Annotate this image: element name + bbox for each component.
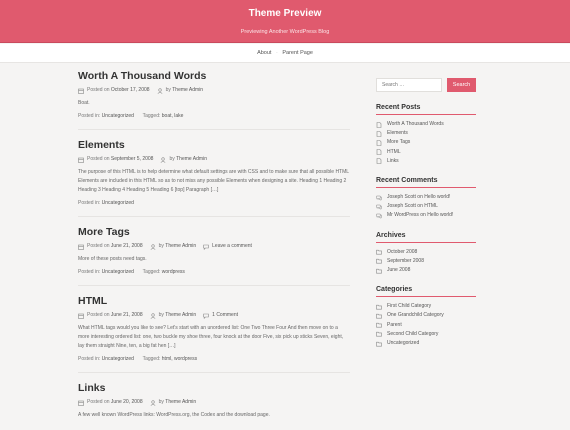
comment-icon bbox=[203, 313, 209, 319]
post-footer bbox=[78, 268, 350, 285]
list-item bbox=[376, 248, 476, 257]
chat-icon bbox=[376, 195, 382, 201]
user-icon bbox=[157, 88, 163, 94]
widget-recent-comments bbox=[376, 177, 476, 221]
category-link[interactable]: One Grandchild Category bbox=[387, 312, 444, 319]
list-item bbox=[376, 148, 476, 157]
post-meta bbox=[78, 86, 350, 95]
widget-archives bbox=[376, 232, 476, 276]
calendar-icon bbox=[78, 313, 84, 319]
posted-in-label: Posted in: bbox=[78, 356, 101, 362]
nav-item-parent-page[interactable]: Parent Page bbox=[282, 50, 313, 56]
post-divider bbox=[78, 372, 350, 373]
calendar-icon bbox=[78, 157, 84, 163]
comment-icon bbox=[203, 244, 209, 250]
nav-item-about[interactable]: About bbox=[257, 50, 272, 56]
comment-author-link[interactable]: Joseph Scott bbox=[387, 203, 416, 210]
nav-separator: · bbox=[275, 50, 278, 56]
document-icon bbox=[376, 131, 382, 137]
comments-link[interactable]: Leave a comment bbox=[212, 243, 252, 249]
chat-icon bbox=[376, 213, 382, 219]
post bbox=[78, 226, 350, 286]
user-icon bbox=[160, 157, 166, 163]
folder-icon bbox=[376, 331, 382, 337]
comment-on-label: on bbox=[420, 212, 426, 219]
widget-recent-posts bbox=[376, 104, 476, 166]
post-footer bbox=[78, 355, 350, 372]
author-prefix: by bbox=[169, 156, 175, 162]
date-prefix: Posted on bbox=[87, 87, 110, 93]
user-icon bbox=[150, 244, 156, 250]
search-input[interactable] bbox=[376, 78, 442, 92]
list-item bbox=[376, 129, 476, 138]
widget-title: Recent Comments bbox=[376, 177, 476, 188]
search-form bbox=[376, 77, 476, 92]
list-item bbox=[376, 257, 476, 266]
post-list bbox=[78, 70, 350, 424]
widget-title: Categories bbox=[376, 286, 476, 297]
archive-link[interactable]: June 2008 bbox=[387, 267, 411, 274]
folder-icon bbox=[376, 313, 382, 319]
comment-author-link[interactable]: Joseph Scott bbox=[387, 194, 416, 201]
post-date-link[interactable]: June 20, 2008 bbox=[110, 399, 143, 405]
sidebar bbox=[376, 77, 476, 359]
comment-author-link[interactable]: Mr WordPress bbox=[387, 212, 419, 219]
comment-on-label: on bbox=[417, 194, 423, 201]
folder-icon bbox=[376, 341, 382, 347]
user-icon bbox=[150, 313, 156, 319]
widget-title: Recent Posts bbox=[376, 104, 476, 115]
post bbox=[78, 139, 350, 217]
folder-icon bbox=[376, 258, 382, 264]
author-prefix: by bbox=[158, 312, 164, 318]
recent-post-link[interactable]: Links bbox=[387, 157, 399, 164]
site-description: Previewing Another WordPress Blog bbox=[240, 29, 330, 35]
author-prefix: by bbox=[158, 399, 164, 405]
recent-post-link[interactable]: More Tags bbox=[387, 139, 411, 146]
widget-title: Archives bbox=[376, 232, 476, 243]
comment-post-link[interactable]: HTML bbox=[424, 203, 438, 210]
list-item bbox=[376, 302, 476, 311]
post-excerpt: More of these posts need tags. bbox=[78, 256, 147, 262]
recent-post-link[interactable]: Elements bbox=[387, 130, 408, 137]
list-item bbox=[376, 211, 476, 220]
post-footer bbox=[78, 112, 350, 129]
calendar-icon bbox=[78, 400, 84, 406]
post-excerpt: The purpose of this HTML is to help determine what default settings are with CSS and to make sure that all possible HTML Elements are included in this HTML so as to not miss any possible Elements when designing a site. Heading 1 Heading 2 Heading 3 Heading 4 Heading 5 Heading 6 [top] Paragraph […] bbox=[78, 169, 349, 193]
post-meta bbox=[78, 242, 350, 251]
recent-post-link[interactable]: Worth A Thousand Words bbox=[387, 121, 444, 127]
comment-on-label: on bbox=[417, 203, 423, 210]
calendar-icon bbox=[78, 244, 84, 250]
date-prefix: Posted on bbox=[87, 399, 110, 405]
list-item bbox=[376, 202, 476, 211]
post-meta bbox=[78, 398, 350, 407]
primary-navigation bbox=[0, 44, 570, 63]
post-divider bbox=[78, 285, 350, 286]
author-prefix: by bbox=[158, 243, 164, 249]
post-date-link[interactable]: September 5, 2008 bbox=[110, 156, 154, 162]
recent-post-link[interactable]: HTML bbox=[387, 148, 401, 155]
post-excerpt: A few well known WordPress links: WordPress.org, the Codex and the download page. bbox=[78, 412, 270, 418]
tagged-label: Tagged: bbox=[142, 356, 161, 362]
list-item bbox=[376, 138, 476, 147]
author-prefix: by bbox=[165, 87, 171, 93]
post-author-link[interactable]: Theme Admin bbox=[176, 156, 207, 162]
site-title[interactable]: Theme Preview bbox=[248, 8, 322, 19]
post-author-link[interactable]: Theme Admin bbox=[165, 312, 197, 318]
post-excerpt: What HTML tags would you like to see? Let's start with an unordered list: One Two Three Four And then move on to a more interesting ordered list: one, two buckle my shoe three, four knock at the door Five, six pick up sticks Seven, eight, lay them straight Nine, ten, a big fat hen […] bbox=[78, 325, 344, 349]
archive-link[interactable]: September 2008 bbox=[387, 257, 424, 264]
list-item bbox=[376, 266, 476, 275]
site-header bbox=[0, 0, 570, 43]
category-link[interactable]: Second Child Category bbox=[387, 330, 439, 337]
post-date-link[interactable]: October 17, 2008 bbox=[110, 87, 150, 93]
search-button[interactable]: Search bbox=[447, 78, 476, 92]
list-item bbox=[376, 339, 476, 348]
post-author-link[interactable]: Theme Admin bbox=[165, 399, 197, 405]
category-link[interactable]: First Child Category bbox=[387, 303, 432, 310]
list-item bbox=[376, 157, 476, 166]
post-divider bbox=[78, 216, 350, 217]
list-item bbox=[376, 311, 476, 320]
document-icon bbox=[376, 158, 382, 164]
folder-icon bbox=[376, 322, 382, 328]
list-item bbox=[376, 330, 476, 339]
post-date-link[interactable]: June 21, 2008 bbox=[110, 243, 143, 249]
posted-in-label: Posted in: bbox=[78, 269, 101, 275]
category-link[interactable]: Uncategorized bbox=[101, 269, 134, 275]
post-title[interactable]: HTML bbox=[78, 295, 108, 307]
tags-link[interactable]: boat, lake bbox=[161, 113, 184, 119]
posted-in-label: Posted in: bbox=[78, 113, 101, 119]
post-title[interactable]: Links bbox=[78, 382, 106, 394]
post-title[interactable]: Elements bbox=[78, 139, 125, 151]
category-link[interactable]: Uncategorized bbox=[101, 113, 134, 119]
category-link[interactable]: Uncategorized bbox=[101, 200, 134, 206]
chat-icon bbox=[376, 204, 382, 210]
date-prefix: Posted on bbox=[87, 243, 110, 249]
list-item bbox=[376, 193, 476, 202]
post-author-link[interactable]: Theme Admin bbox=[172, 87, 204, 93]
post bbox=[78, 70, 350, 130]
post-excerpt: Boat. bbox=[78, 100, 90, 106]
post bbox=[78, 382, 350, 420]
date-prefix: Posted on bbox=[87, 156, 110, 162]
tags-link[interactable]: wordpress bbox=[161, 269, 185, 275]
calendar-icon bbox=[78, 88, 84, 94]
post-meta bbox=[78, 155, 350, 164]
date-prefix: Posted on bbox=[87, 312, 110, 318]
user-icon bbox=[150, 400, 156, 406]
post-divider bbox=[78, 129, 350, 130]
category-link[interactable]: Parent bbox=[387, 321, 402, 328]
document-icon bbox=[376, 122, 382, 128]
comment-post-link[interactable]: Hello world! bbox=[424, 194, 451, 201]
posted-in-label: Posted in: bbox=[78, 200, 101, 206]
comment-post-link[interactable]: Hello world! bbox=[427, 212, 454, 219]
category-link[interactable]: Uncategorized bbox=[387, 340, 420, 347]
list-item bbox=[376, 120, 476, 129]
post-meta bbox=[78, 311, 350, 320]
folder-icon bbox=[376, 304, 382, 310]
document-icon bbox=[376, 140, 382, 146]
widget-categories bbox=[376, 286, 476, 348]
post-title[interactable]: Worth A Thousand Words bbox=[78, 70, 207, 82]
post-footer bbox=[78, 199, 350, 216]
category-link[interactable]: Uncategorized bbox=[101, 356, 134, 362]
archive-link[interactable]: October 2008 bbox=[387, 248, 418, 255]
folder-icon bbox=[376, 268, 382, 274]
comments-link[interactable]: 1 Comment bbox=[212, 312, 238, 318]
folder-icon bbox=[376, 249, 382, 255]
tags-link[interactable]: html, wordpress bbox=[161, 356, 198, 362]
post-author-link[interactable]: Theme Admin bbox=[165, 243, 197, 249]
tagged-label: Tagged: bbox=[142, 113, 161, 119]
document-icon bbox=[376, 149, 382, 155]
post bbox=[78, 295, 350, 373]
tagged-label: Tagged: bbox=[142, 269, 161, 275]
post-date-link[interactable]: June 21, 2008 bbox=[110, 312, 143, 318]
list-item bbox=[376, 321, 476, 330]
post-title[interactable]: More Tags bbox=[78, 226, 130, 238]
